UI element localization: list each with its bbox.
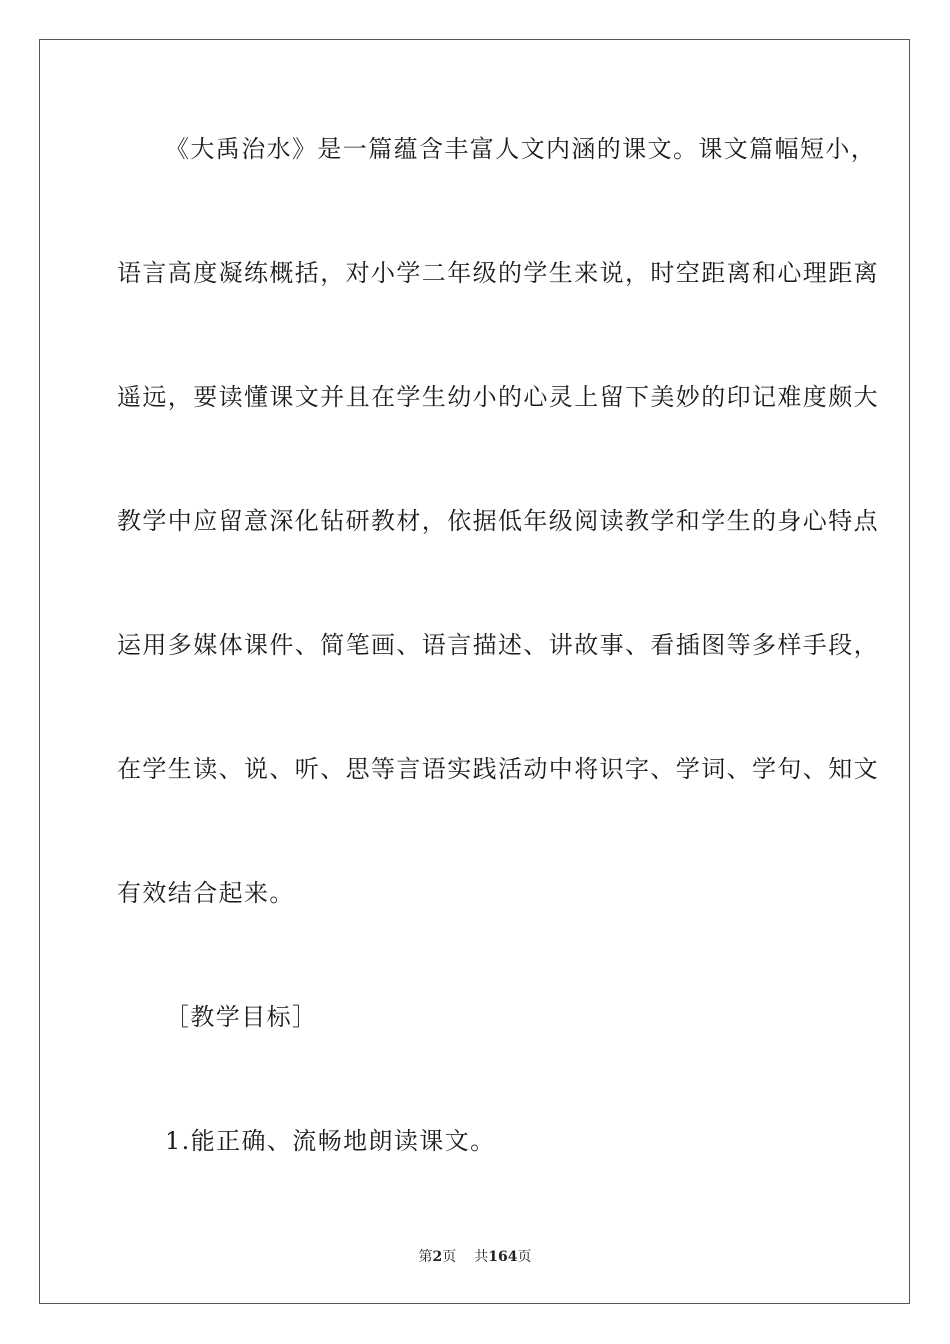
footer-total-suffix: 页 — [517, 1249, 532, 1265]
footer-page-prefix: 第 — [418, 1249, 433, 1265]
body-paragraph-line-4: 教学中应留意深化钻研教材，依据低年级阅读教学和学生的身心特点 — [117, 507, 879, 535]
body-paragraph-line-5: 运用多媒体课件、简笔画、语言描述、讲故事、看插图等多样手段， — [117, 631, 879, 659]
body-paragraph-line-6: 在学生读、说、听、思等言语实践活动中将识字、学词、学句、知文 — [117, 755, 879, 783]
section-heading: ［教学目标］ — [165, 1003, 318, 1031]
body-paragraph-line-7: 有效结合起来。 — [117, 879, 295, 907]
body-paragraph-line-2: 语言高度凝练概括，对小学二年级的学生来说，时空距离和心理距离 — [117, 259, 879, 287]
footer-page-suffix: 页 — [442, 1249, 457, 1265]
page-footer — [0, 1248, 950, 1266]
body-paragraph-line-3: 遥远，要读懂课文并且在学生幼小的心灵上留下美妙的印记难度颇大 — [117, 383, 879, 411]
footer-page-number: 2 — [432, 1249, 443, 1265]
footer-total-prefix: 共 — [474, 1249, 489, 1265]
objective-item-1: 1.能正确、流畅地朗读课文。 — [165, 1127, 496, 1155]
footer-total-pages: 164 — [488, 1249, 518, 1265]
page-border — [39, 39, 910, 1304]
body-paragraph-line-1: 《大禹治水》是一篇蕴含丰富人文内涵的课文。课文篇幅短小， — [165, 135, 877, 163]
